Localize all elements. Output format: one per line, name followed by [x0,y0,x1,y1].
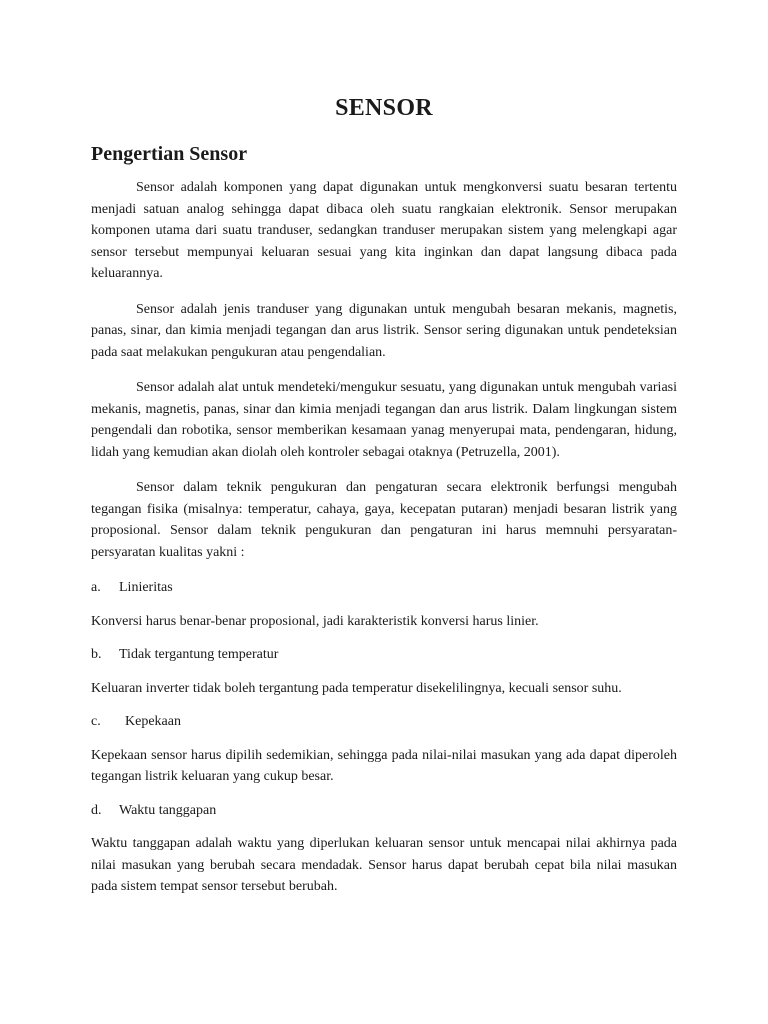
list-label: Linieritas [119,580,173,595]
list-marker: c. [91,714,101,729]
list-marker: b. [91,647,102,662]
list-label: Tidak tergantung temperatur [119,647,279,662]
list-item-c [91,711,677,733]
list-label: Waktu tanggapan [119,802,217,818]
paragraph-2: Sensor adalah jenis tranduser yang digunakan untuk mengubah besaran mekanis, magnetis, panas, sinar, dan kimia menjadi tegangan dan arus listrik. Sensor sering digunakan untuk pendeteksian pada saat melakukan pengukuran atau pengendalian. [91,301,677,360]
paragraph-3: Sensor adalah alat untuk mendeteki/mengukur sesuatu, yang digunakan untuk mengubah variasi mekanis, magnetis, panas, sinar dan kimia menjadi tegangan dan arus listrik. Dalam lingkungan sistem pengendali dan robotika, sensor memberikan kesamaan yanag menyerupai mata, pendengaran, hidung, lidah yang kemudian akan diolah oleh kontroler sebagai otaknya (Petruzella, 2001). [91,380,677,460]
list-item-a [91,577,677,599]
list-item-d [91,800,677,822]
document-title: SENSOR [335,95,433,121]
list-description: Kepekaan sensor harus dipilih sedemikian, sehingga pada nilai-nilai masukan yang ada dapat diperoleh tegangan listrik keluaran yang cukup besar. [91,747,677,784]
section-heading: Pengertian Sensor [91,143,248,165]
list-description: Waktu tanggapan adalah waktu yang diperlukan keluaran sensor untuk mencapai nilai akhirnya pada nilai masukan yang berubah secara mendadak. Sensor harus dapat berubah cepat bila nilai masukan pada sistem tempat sensor tersebut berubah. [91,836,677,894]
list-marker: a. [91,580,101,595]
document-body [91,177,677,910]
paragraph-1: Sensor adalah komponen yang dapat digunakan untuk mengkonversi suatu besaran tertentu menjadi satuan analog sehingga dapat dibaca oleh suatu rangkaian elektronik. Sensor merupakan komponen utama dari suatu tranduser, sedangkan tranduser merupakan sistem yang melengkapi agar sensor tersebut mempunyai keluaran sesuai yang kita inginkan dan dapat langsung dibaca pada keluarannya. [91,180,677,281]
list-marker: d. [91,802,102,818]
list-label: Kepekaan [125,714,181,729]
list-item-b [91,644,677,666]
list-description: Keluaran inverter tidak boleh tergantung pada temperatur disekelilingnya, kecuali sensor suhu. [91,680,622,696]
paragraph-4: Sensor dalam teknik pengukuran dan pengaturan secara elektronik berfungsi mengubah tegangan fisika (misalnya: temperatur, cahaya, gaya, kecepatan putaran) menjadi besaran listrik yang proposional. Sensor dalam teknik pengukuran dan pengaturan ini harus memnuhi persyaratan-persyaratan kualitas yakni : [91,480,677,560]
list-description: Konversi harus benar-benar proposional, jadi karakteristik konversi harus linier. [91,613,539,629]
